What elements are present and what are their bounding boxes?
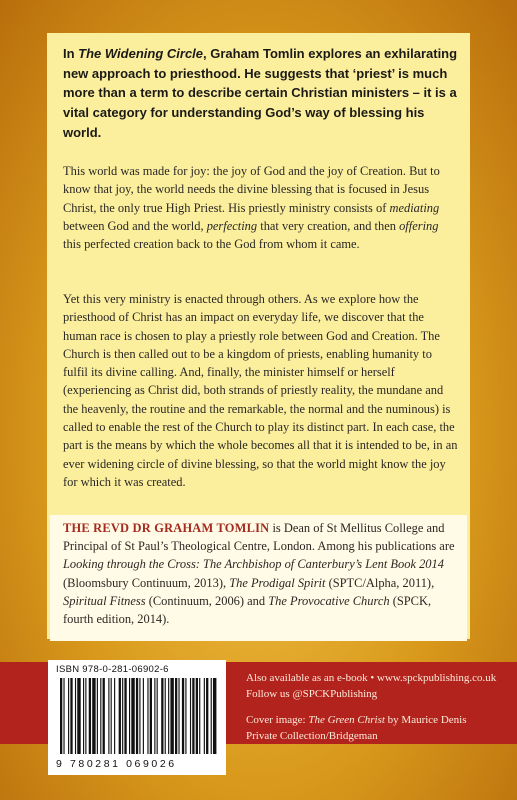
isbn-label: ISBN 978-0-281-06902-6	[56, 664, 169, 675]
barcode-bar	[206, 678, 208, 754]
barcode-bar	[131, 678, 134, 754]
bio-text-c: (SPTC/Alpha, 2011),	[325, 575, 435, 590]
barcode-bar	[60, 678, 62, 754]
blurb-text-b: , Graham Tomlin explores an exhilarating new approach to priesthood. He suggests that ‘priest’ is much more than a term to describe certain Christian ministers – it is a vital category for understanding God’s way of blessing his world.	[63, 46, 458, 140]
barcode-bar	[83, 678, 84, 754]
cover-credit	[246, 713, 508, 729]
barcode-bar	[89, 678, 91, 754]
barcode-bar	[175, 678, 177, 754]
barcode-bar	[119, 678, 121, 754]
barcode-icon	[58, 678, 220, 758]
publisher-info	[246, 671, 508, 744]
para1-text-a: This world was made for joy: the joy of God and the joy of Creation. But to know that joy, the world needs the divine blessing that is focused in Jesus Christ, the only true High Priest. His priestly ministry consists of	[63, 164, 440, 215]
barcode-bar	[92, 678, 95, 754]
barcode-bar	[213, 678, 216, 754]
barcode-bar	[192, 678, 194, 754]
barcode-bar	[147, 678, 148, 754]
barcode-bar	[199, 678, 200, 754]
bio-text-b: (Bloomsbury Continuum, 2013),	[63, 575, 230, 590]
barcode-bar	[100, 678, 101, 754]
bio-book-title-4: The Provocative Church	[268, 593, 390, 608]
barcode-bar	[170, 678, 173, 754]
blurb-paragraph	[63, 44, 458, 143]
para1-text-c: that very creation, and then	[257, 218, 400, 233]
author-name: THE REVD DR GRAHAM TOMLIN	[63, 521, 270, 535]
barcode-bar	[182, 678, 184, 754]
barcode-bar	[124, 678, 126, 754]
bio-text-e: (SPCK, fourth edition, 2014).	[63, 593, 432, 627]
bio-book-title-2: The Prodigal Spirit	[229, 575, 326, 590]
barcode-bar	[168, 678, 169, 754]
barcode-bar	[165, 678, 166, 754]
social-follow: Follow us @SPCKPublishing	[246, 687, 378, 700]
barcode-bar	[150, 678, 152, 754]
bio-book-title-3: Spiritual Fitness	[63, 593, 146, 608]
barcode-bar	[75, 678, 76, 754]
bio-text-d: (Continuum, 2006) and	[145, 593, 269, 608]
barcode-bar	[136, 678, 138, 754]
barcode-bar	[108, 678, 109, 754]
cover-artist: by Maurice Denis	[384, 714, 467, 726]
barcode-bar	[196, 678, 198, 754]
para1-emphasis-perfecting: perfecting	[206, 218, 258, 233]
bio-book-title-1: Looking through the Cross: The Archbishop of Canterbury’s Lent Book 2014	[63, 557, 444, 572]
barcode-bar	[143, 678, 144, 754]
cover-image-title: The Green Christ	[308, 714, 385, 726]
author-bio	[63, 519, 458, 628]
bio-text-a: is Dean of St Mellitus College and Principal of St Paul’s Theological Centre, London. Among his publications are	[63, 521, 455, 554]
para1-text-d: this perfected creation back to the God from whom it came.	[63, 237, 360, 252]
barcode-bar	[129, 678, 130, 754]
barcode-bar	[161, 678, 163, 754]
ebook-availability: Also available as an e-book • www.spckpublishing.co.uk	[246, 672, 497, 684]
image-collection: Private Collection/Bridgeman	[246, 729, 378, 742]
barcode-bar	[111, 678, 112, 754]
cover-credit-label: Cover image:	[246, 714, 309, 726]
barcode-bar	[178, 678, 179, 754]
para1-text-b: between God and the world,	[63, 218, 207, 233]
description-paragraph-2: Yet this very ministry is enacted through others. As we explore how the priesthood of Christ has an impact on everyday life, we discover that the human race is chosen to play a priestly role between God and Creation. The Church is then called out to be a kingdom of priests, enabling humanity to fulfil its divine calling. And, finally, the minister himself or herself (experiencing as Christ did, both strands of priestly reality, the mundane and the heavenly, the routine and the remarkable, the normal and the numinous) is called to enable the rest of the Church to play its distinct part. In each case, the part is the means by which the whole becomes all that it is intended to be, in an ever widening circle of divine blessing, so that the world might know the joy for which it was created.	[63, 292, 458, 489]
barcode-bar	[185, 678, 186, 754]
barcode-bar	[63, 678, 64, 754]
blurb-book-title: The Widening Circle	[78, 46, 204, 61]
barcode-bar	[114, 678, 115, 754]
para1-emphasis-mediating: mediating	[389, 200, 440, 215]
barcode-bar	[211, 678, 212, 754]
barcode-bar	[122, 678, 123, 754]
barcode-bar	[103, 678, 105, 754]
description-paragraph-1	[63, 162, 458, 253]
barcode-bar	[157, 678, 158, 754]
barcode-bar	[68, 678, 69, 754]
blurb-text-a: In	[63, 46, 79, 61]
barcode-bar	[77, 678, 80, 754]
barcode-digits: 9 780281 069026	[56, 758, 177, 770]
barcode-bar	[70, 678, 72, 754]
barcode-bar	[154, 678, 155, 754]
barcode-bar	[85, 678, 86, 754]
barcode-bar	[139, 678, 140, 754]
barcode-bar	[204, 678, 205, 754]
para1-emphasis-offering: offering	[399, 218, 439, 233]
barcode-bar	[97, 678, 98, 754]
barcode-bar	[190, 678, 191, 754]
